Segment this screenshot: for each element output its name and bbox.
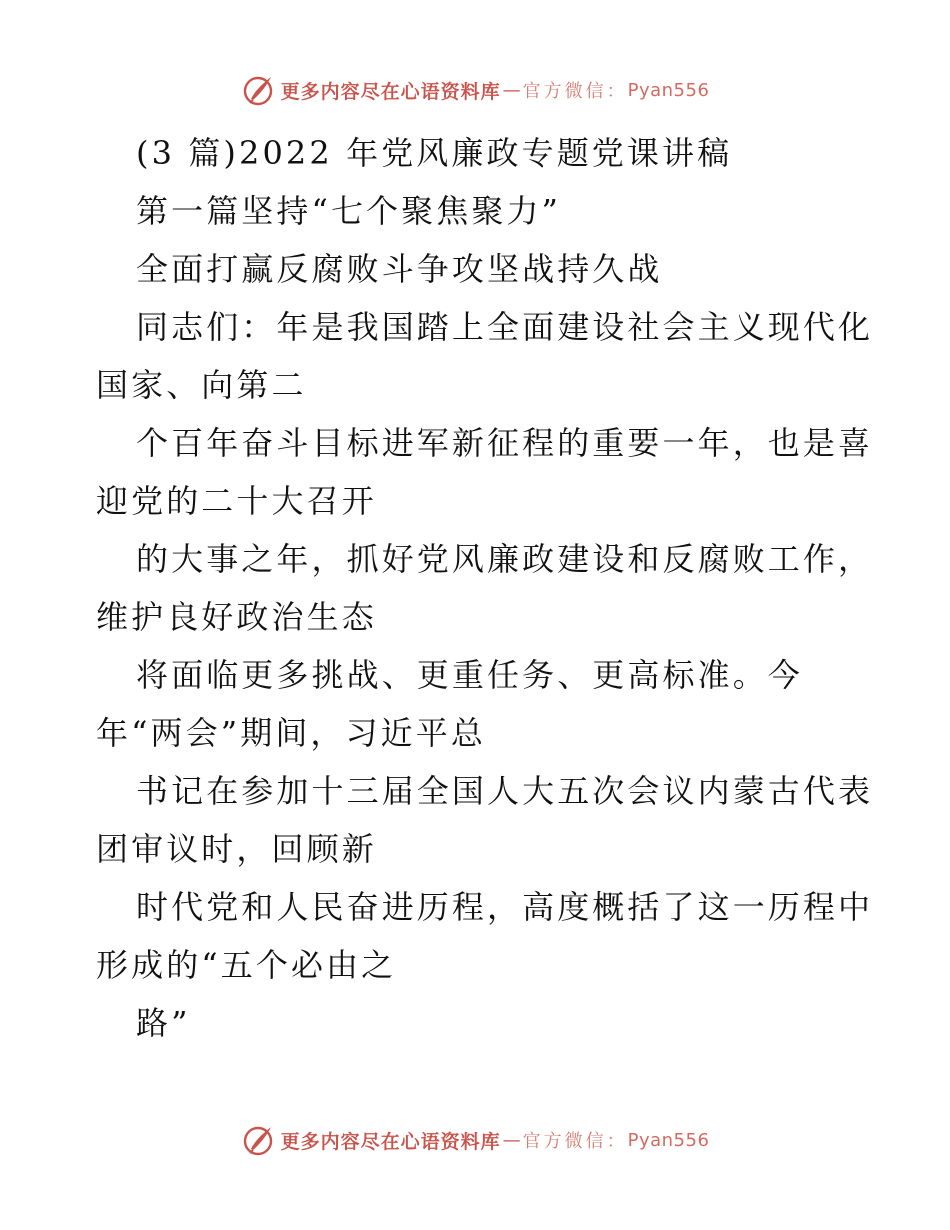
paragraph-line: 时代党和人民奋进历程，高度概括了这一历程中: [136, 888, 874, 926]
watermark-wechat-label: 官方微信：: [522, 1131, 628, 1152]
section-subheading: 全面打赢反腐败斗争攻坚战持久战: [136, 250, 663, 288]
paragraph-line: 的大事之年，抓好党风廉政建设和反腐败工作，: [136, 540, 874, 578]
quill-pen-logo-icon: [241, 1123, 275, 1157]
watermark-wechat-label: 官方微信：: [522, 81, 628, 102]
paragraph-line: 维护良好政治生态: [96, 598, 377, 636]
paragraph-line: 同志们：年是我国踏上全面建设社会主义现代化: [136, 308, 874, 346]
document-title: (3 篇)2022 年党风廉政专题党课讲稿: [136, 134, 733, 172]
watermark-wechat-id: Pyan556: [627, 1129, 710, 1151]
header-watermark: [0, 70, 950, 110]
document-body: [96, 124, 874, 1052]
watermark-dash: —: [502, 1129, 521, 1151]
watermark-main-text: 更多内容尽在心语资料库: [280, 80, 501, 103]
footer-watermark: [0, 1120, 950, 1160]
watermark-wechat-id: Pyan556: [627, 79, 710, 101]
paragraph-line: 将面临更多挑战、更重任务、更高标准。今: [136, 656, 803, 694]
paragraph-line: 国家、向第二: [96, 366, 307, 404]
paragraph-line: 年“两会”期间，习近平总: [96, 714, 486, 752]
paragraph-line: 迎党的二十大召开: [96, 482, 377, 520]
paragraph-line: 团审议时，回顾新: [96, 830, 377, 868]
paragraph-line: 书记在参加十三届全国人大五次会议内蒙古代表: [136, 772, 874, 810]
section-heading: 第一篇坚持“七个聚焦聚力”: [136, 192, 562, 230]
watermark-dash: —: [502, 79, 521, 101]
paragraph-line: 形成的“五个必由之: [96, 946, 397, 984]
quill-pen-logo-icon: [241, 73, 275, 107]
watermark-main-text: 更多内容尽在心语资料库: [280, 1130, 501, 1153]
paragraph-line: 路”: [136, 1004, 191, 1042]
paragraph-line: 个百年奋斗目标进军新征程的重要一年，也是喜: [136, 424, 874, 462]
